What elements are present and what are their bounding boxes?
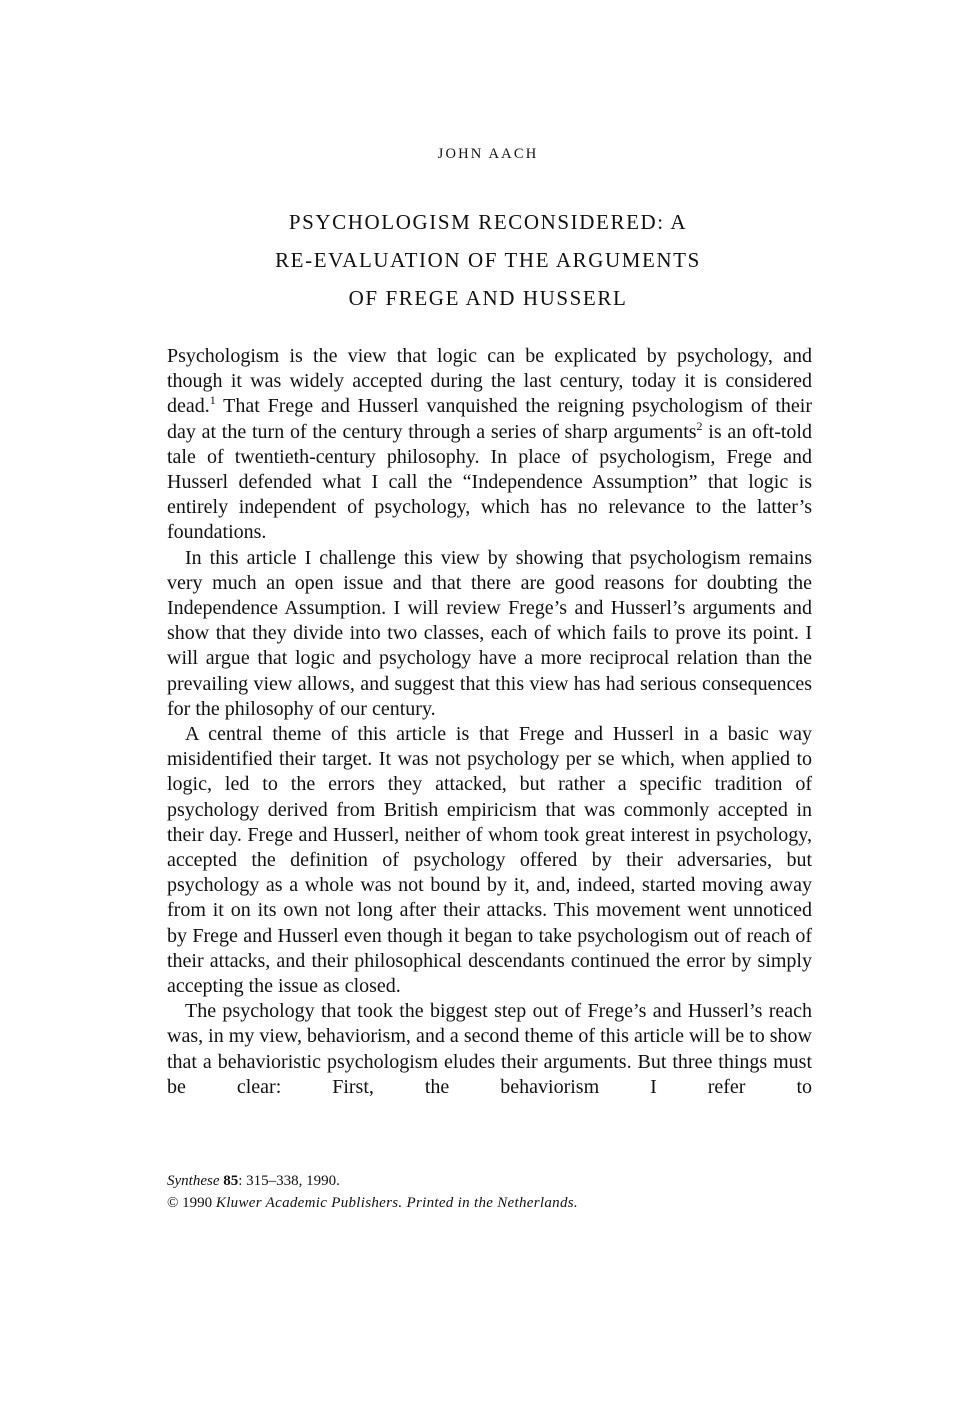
paragraph-2: In this article I challenge this view by showing that psychologism remains very much an open issue and that there are good reasons for doubting the Independence Assumption. I will review Frege’s and Husserl’s arguments and show that they divide into two classes, each of which fails to prove its point. I will argue that logic and psychology have a more reciprocal relation than the prevailing view allows, and suggest that this view has had serious consequences for the philosophy of our century.: [167, 546, 812, 720]
page-footer: [167, 1170, 812, 1214]
publisher-line: Kluwer Academic Publishers. Printed in the Netherlands.: [215, 1195, 578, 1211]
paragraph-1-part-a: Psychologism is the view that logic can be explicated by psychology, and though it was widely accepted during the last century, today it is considered dead.: [167, 345, 812, 418]
title-line: OF FREGE AND HUSSERL: [348, 286, 628, 310]
journal-volume: 85: [223, 1173, 239, 1189]
paragraph-1-part-b: That Frege and Husserl vanquished the reigning psychologism of their day at the turn of the century through a series of sharp arguments: [167, 395, 812, 443]
footnote-marker-2[interactable]: 2: [696, 418, 703, 433]
paragraph-3: A central theme of this article is that Frege and Husserl in a basic way misidentified their target. It was not psychology per se which, when applied to logic, led to the errors they attacked, but rather a specific tradition of psychology derived from British empiricism that was commonly accepted in their day. Frege and Husserl, neither of whom took great interest in psychology, accepted the definition of psychology offered by their adversaries, but psychology as a whole was not bound by it, and, indeed, started moving away from it on its own not long after their attacks. This movement went unnoticed by Frege and Husserl even though it began to take psychologism out of reach of their attacks, and their philosophical descendants continued the error by simply accepting the issue as closed.: [167, 723, 812, 998]
copyright-year: 1990: [178, 1195, 216, 1211]
title-line: PSYCHOLOGISM RECONSIDERED: A: [288, 210, 688, 234]
article-body: [167, 344, 812, 1100]
paragraph-1-part-c: is an oft-told tale of twentieth-century philosophy. In place of psychologism, Frege and Husserl defended what I call the “Independence Assumption” that logic is entirely independent of psychology, which has no relevance to the latter’s foundations.: [167, 420, 812, 544]
title-line: RE-EVALUATION OF THE ARGUMENTS: [275, 248, 701, 272]
paragraph-1: [167, 344, 812, 546]
paragraph-4: The psychology that took the biggest step out of Frege’s and Husserl’s reach was, in my view, behaviorism, and a second theme of this article will be to show that a behavioristic psychologism eludes their arguments. But three things must be clear: First, the behaviorism I refer to: [167, 1000, 812, 1098]
journal-name: Synthese: [167, 1173, 220, 1189]
footnote-marker-1[interactable]: 1: [209, 393, 216, 408]
article-title: [0, 203, 976, 317]
author-name: JOHN AACH: [437, 146, 539, 162]
journal-pages-year: : 315–338, 1990.: [238, 1173, 340, 1189]
copyright-line: [167, 1192, 812, 1214]
citation-line: [167, 1170, 812, 1192]
copyright-symbol: ©: [167, 1195, 179, 1211]
